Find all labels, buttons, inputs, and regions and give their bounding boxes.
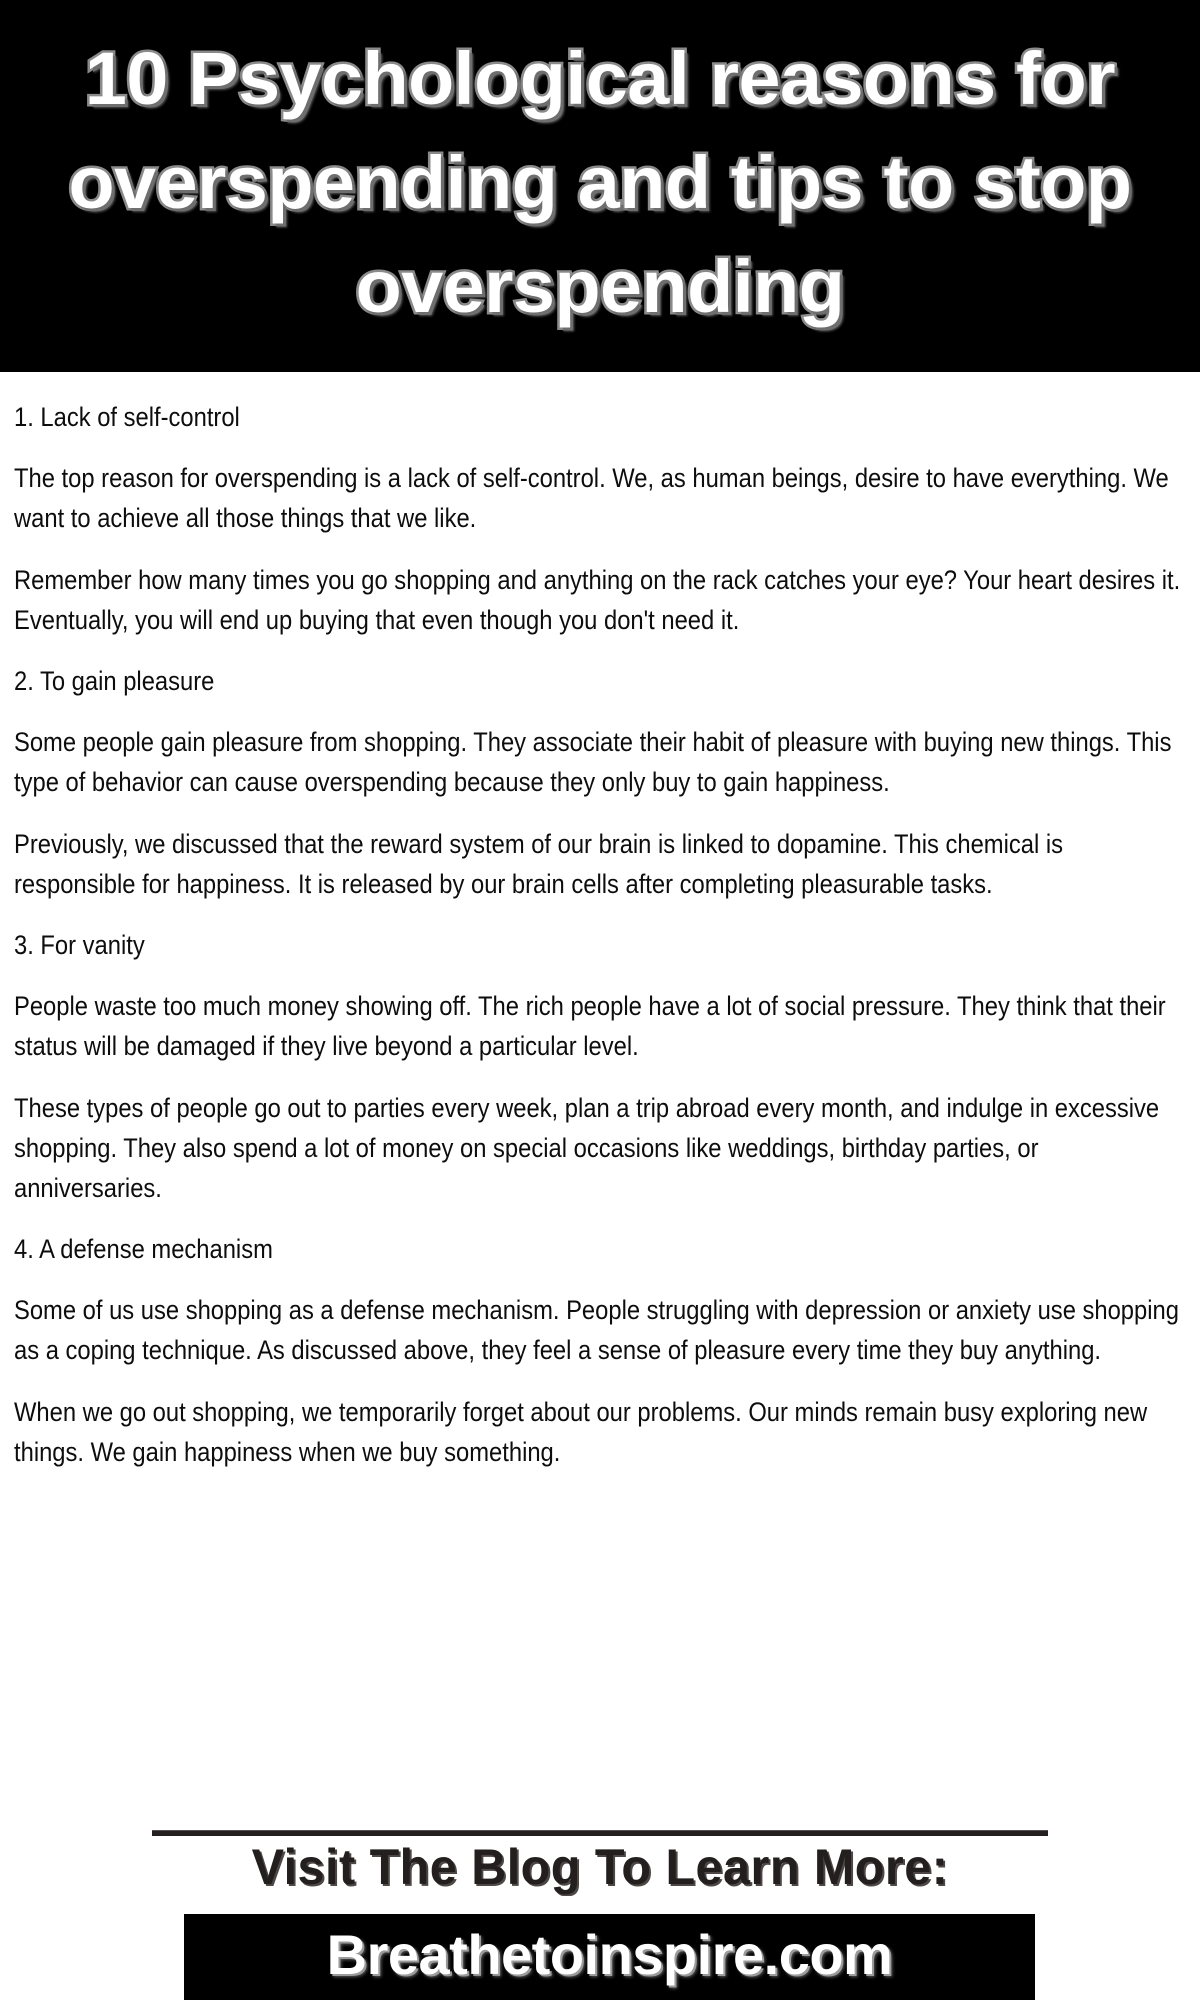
- paragraph: When we go out shopping, we temporarily forget about our problems. Our minds remain busy exploring new things. We gain happiness when we buy something.: [14, 1397, 1148, 1467]
- page-title-line-1: 10 Psychological reasons for: [84, 37, 1116, 120]
- section-heading: 4. A defense mechanism: [14, 1234, 273, 1264]
- paragraph: Previously, we discussed that the reward system of our brain is linked to dopamine. This chemical is responsible for happiness. It is released by our brain cells after completing pleasurable tasks.: [14, 829, 1064, 899]
- paragraph: These types of people go out to parties every week, plan a trip abroad every month, and indulge in excessive shopping. They also spend a lot of money on special occasions like weddings, birthday parties, or anniversaries.: [14, 1093, 1160, 1203]
- paragraph: Remember how many times you go shopping and anything on the rack catches your eye? Your heart desires it. Eventually, you will end up buying that even though you don't need it.: [14, 565, 1181, 635]
- section-heading: 3. For vanity: [14, 930, 145, 960]
- article-body: [0, 372, 1200, 1472]
- page-title-line-2: overspending and tips to stop: [68, 141, 1132, 224]
- footer-domain-text: Breathetoinspire.com: [326, 1923, 893, 1986]
- footer: [0, 1830, 1200, 2000]
- paragraph: People waste too much money showing off. The rich people have a lot of social pressure. They think that their status will be damaged if they live beyond a particular level.: [14, 991, 1166, 1061]
- section-heading: 2. To gain pleasure: [14, 666, 215, 696]
- paragraph: Some of us use shopping as a defense mechanism. People struggling with depression or anxiety use shopping as a coping technique. As discussed above, they feel a sense of pleasure every time they buy anything.: [14, 1295, 1179, 1365]
- header-banner: [0, 0, 1200, 372]
- paragraph: Some people gain pleasure from shopping. They associate their habit of pleasure with buying new things. This type of behavior can cause overspending because they only buy to gain happiness.: [14, 727, 1172, 797]
- footer-cta-text: Visit The Blog To Learn More:: [251, 1839, 949, 1895]
- section-heading: 1. Lack of self-control: [14, 402, 240, 432]
- footer-domain-box[interactable]: [184, 1914, 1035, 2000]
- page-title: [0, 27, 1200, 339]
- page-title-line-3: overspending: [355, 245, 845, 328]
- paragraph: The top reason for overspending is a lack of self-control. We, as human beings, desire to have everything. We want to achieve all those things that we like.: [14, 463, 1169, 533]
